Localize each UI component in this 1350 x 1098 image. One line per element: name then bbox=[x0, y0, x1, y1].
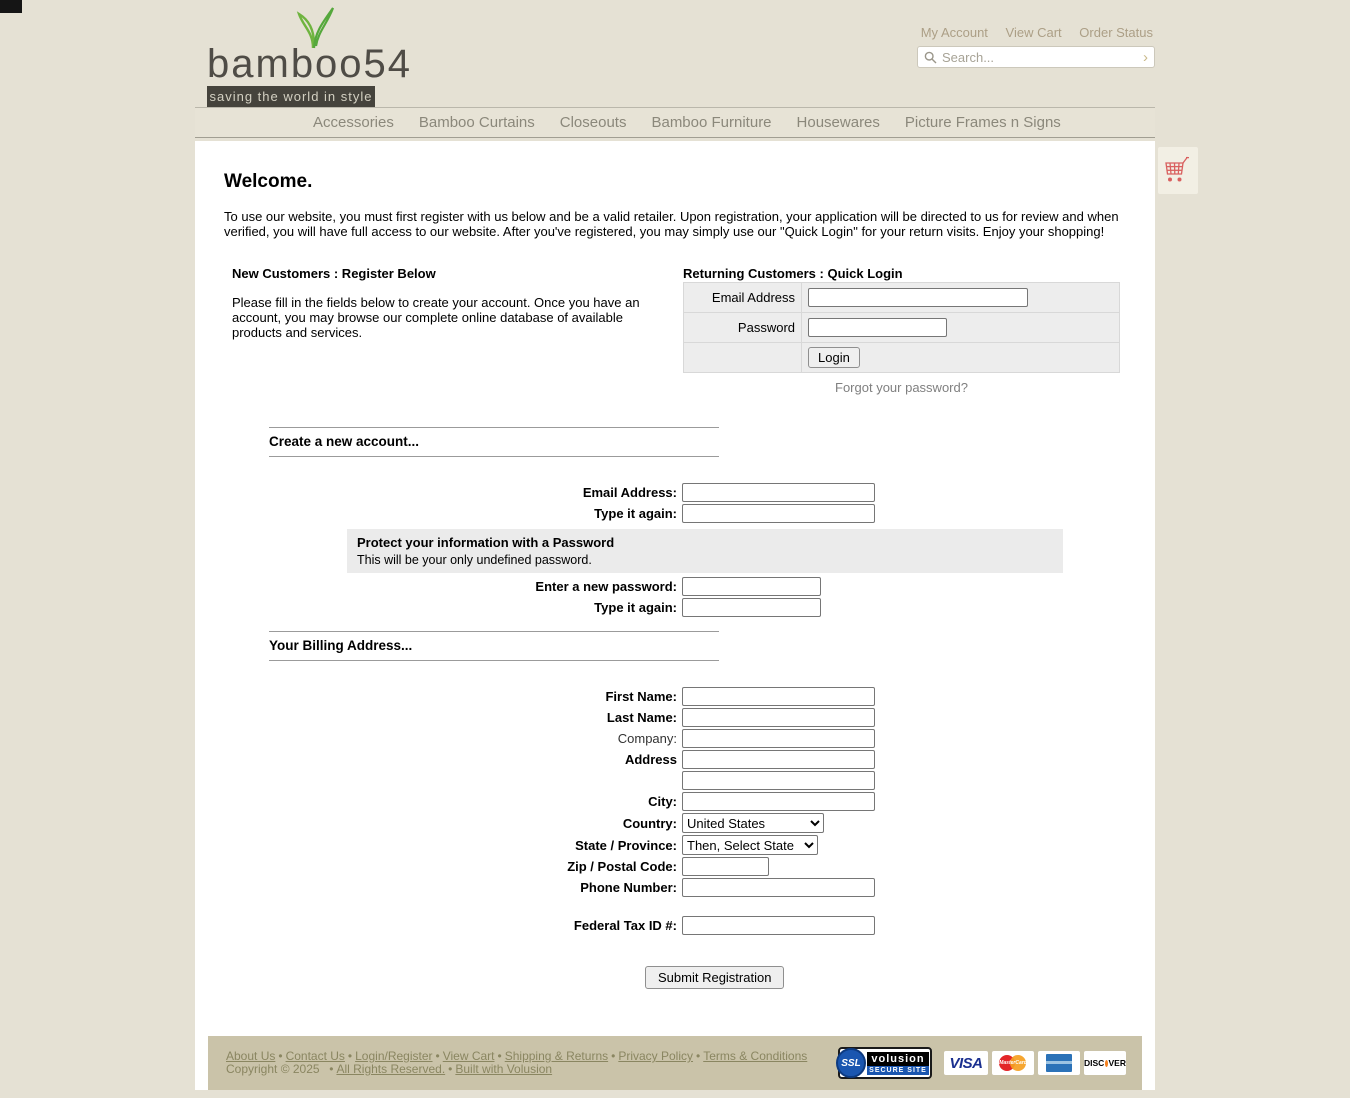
phone-input[interactable] bbox=[682, 878, 875, 897]
page-title: Welcome. bbox=[224, 171, 1120, 193]
view-cart-link[interactable]: View Cart bbox=[1006, 25, 1062, 40]
new-customers-section bbox=[232, 266, 657, 395]
footer-view-cart-link[interactable]: View Cart bbox=[443, 1049, 495, 1063]
footer-terms-link[interactable]: Terms & Conditions bbox=[703, 1049, 807, 1063]
email-input[interactable] bbox=[682, 483, 875, 502]
email-label: Email Address: bbox=[224, 485, 682, 500]
company-input[interactable] bbox=[682, 729, 875, 748]
nav-item-picture-frames[interactable]: Picture Frames n Signs bbox=[905, 114, 1061, 131]
state-select[interactable] bbox=[682, 835, 818, 855]
footer-separator: • bbox=[278, 1049, 282, 1063]
password-info-subtext: This will be your only undefined password. bbox=[357, 553, 1053, 567]
search-submit-arrow[interactable]: › bbox=[1143, 50, 1148, 65]
footer-shipping-link[interactable]: Shipping & Returns bbox=[505, 1049, 608, 1063]
ssl-icon: SSL bbox=[836, 1048, 866, 1078]
nav-item-housewares[interactable]: Housewares bbox=[797, 114, 880, 131]
login-password-label: Password bbox=[684, 313, 802, 343]
copyright-text: Copyright © 2025 bbox=[226, 1062, 320, 1076]
new-customers-heading: New Customers : Register Below bbox=[232, 266, 657, 281]
search-icon bbox=[924, 51, 937, 64]
sprout-icon bbox=[291, 6, 343, 50]
first-name-label: First Name: bbox=[224, 689, 682, 704]
secure-site-label: SECURE SITE bbox=[867, 1066, 929, 1075]
order-status-link[interactable]: Order Status bbox=[1079, 25, 1153, 40]
main-nav bbox=[195, 107, 1155, 138]
bottom-strip bbox=[195, 1090, 1155, 1098]
search-input[interactable] bbox=[942, 50, 1143, 65]
state-label: State / Province: bbox=[224, 838, 682, 853]
quick-login-heading: Returning Customers : Quick Login bbox=[683, 266, 1120, 281]
login-email-label: Email Address bbox=[684, 283, 802, 313]
address-line1-input[interactable] bbox=[682, 750, 875, 769]
footer-copyright-row bbox=[226, 1063, 807, 1076]
country-label: Country: bbox=[224, 816, 682, 831]
page-corner-artifact bbox=[0, 0, 22, 13]
mastercard-icon: MasterCard bbox=[992, 1051, 1034, 1075]
email-confirm-label: Type it again: bbox=[224, 506, 682, 521]
zip-label: Zip / Postal Code: bbox=[224, 859, 682, 874]
nav-item-accessories[interactable]: Accessories bbox=[313, 114, 394, 131]
amex-icon bbox=[1038, 1051, 1080, 1075]
discover-icon: DISC VER bbox=[1084, 1051, 1126, 1075]
new-password-input[interactable] bbox=[682, 577, 821, 596]
visa-icon: VISA bbox=[944, 1051, 988, 1075]
footer-separator: • bbox=[696, 1049, 700, 1063]
page-wrapper bbox=[195, 0, 1155, 1098]
submit-registration-button[interactable]: Submit Registration bbox=[645, 966, 784, 989]
site-header bbox=[195, 0, 1155, 107]
footer-separator: • bbox=[448, 1062, 452, 1076]
forgot-password-link[interactable]: Forgot your password? bbox=[683, 380, 1120, 395]
logo-text: bamboo54 bbox=[207, 44, 412, 84]
footer-separator: • bbox=[348, 1049, 352, 1063]
last-name-label: Last Name: bbox=[224, 710, 682, 725]
zip-input[interactable] bbox=[682, 857, 769, 876]
billing-heading: Your Billing Address... bbox=[269, 631, 719, 661]
register-login-columns bbox=[224, 266, 1120, 395]
volusion-label: volusion bbox=[867, 1052, 929, 1066]
site-logo[interactable] bbox=[207, 8, 412, 107]
phone-label: Phone Number: bbox=[224, 880, 682, 895]
account-links bbox=[907, 25, 1153, 40]
content-area bbox=[195, 171, 1155, 989]
create-account-heading: Create a new account... bbox=[269, 427, 719, 457]
login-password-input[interactable] bbox=[808, 318, 947, 337]
built-with-volusion-link[interactable]: Built with Volusion bbox=[455, 1062, 552, 1076]
nav-item-bamboo-furniture[interactable]: Bamboo Furniture bbox=[651, 114, 771, 131]
volusion-ssl-badge bbox=[838, 1047, 932, 1079]
footer-login-register-link[interactable]: Login/Register bbox=[355, 1049, 432, 1063]
cart-icon bbox=[1163, 155, 1193, 187]
nav-item-closeouts[interactable]: Closeouts bbox=[560, 114, 627, 131]
password-confirm-label: Type it again: bbox=[224, 600, 682, 615]
main-content bbox=[195, 141, 1155, 1090]
company-label: Company: bbox=[224, 731, 682, 746]
first-name-input[interactable] bbox=[682, 687, 875, 706]
rights-link[interactable]: All Rights Reserved. bbox=[336, 1062, 445, 1076]
tax-id-input[interactable] bbox=[682, 916, 875, 935]
email-confirm-input[interactable] bbox=[682, 504, 875, 523]
city-input[interactable] bbox=[682, 792, 875, 811]
intro-text: To use our website, you must first register with us below and be a valid retailer. Upon registration, your application will be directed to us for review and when verified, you will have full access to our website. After you've registered, you may simply use our "Quick Login" for your return visits. Enjoy your shopping! bbox=[224, 210, 1120, 239]
last-name-input[interactable] bbox=[682, 708, 875, 727]
new-password-label: Enter a new password: bbox=[224, 579, 682, 594]
mini-cart-button[interactable] bbox=[1158, 147, 1198, 194]
footer-separator: • bbox=[329, 1062, 333, 1076]
create-account-form bbox=[224, 483, 1120, 617]
country-select[interactable] bbox=[682, 813, 824, 833]
login-email-input[interactable] bbox=[808, 288, 1028, 307]
nav-item-bamboo-curtains[interactable]: Bamboo Curtains bbox=[419, 114, 535, 131]
footer bbox=[208, 1036, 1142, 1090]
my-account-link[interactable]: My Account bbox=[921, 25, 988, 40]
footer-separator: • bbox=[436, 1049, 440, 1063]
password-info-box bbox=[347, 529, 1063, 573]
footer-privacy-link[interactable]: Privacy Policy bbox=[618, 1049, 693, 1063]
footer-about-link[interactable]: About Us bbox=[226, 1049, 275, 1063]
password-info-heading: Protect your information with a Password bbox=[357, 535, 614, 550]
footer-separator: • bbox=[611, 1049, 615, 1063]
quick-login-section bbox=[683, 266, 1120, 395]
address-line2-input[interactable] bbox=[682, 771, 875, 790]
new-customers-description: Please fill in the fields below to create your account. Once you have an account, you may browse our complete online database of available products and services. bbox=[232, 295, 657, 340]
footer-text bbox=[226, 1050, 807, 1076]
payment-badges bbox=[838, 1047, 1126, 1079]
login-button[interactable]: Login bbox=[808, 347, 860, 368]
tax-id-label: Federal Tax ID #: bbox=[224, 918, 682, 933]
billing-form bbox=[224, 687, 1120, 935]
address-label: Address bbox=[224, 752, 682, 767]
password-confirm-input[interactable] bbox=[682, 598, 821, 617]
city-label: City: bbox=[224, 794, 682, 809]
search-box[interactable] bbox=[917, 46, 1155, 68]
footer-contact-link[interactable]: Contact Us bbox=[286, 1049, 345, 1063]
logo-tagline: saving the world in style bbox=[207, 86, 375, 107]
quick-login-table bbox=[683, 282, 1120, 373]
footer-separator: • bbox=[498, 1049, 502, 1063]
